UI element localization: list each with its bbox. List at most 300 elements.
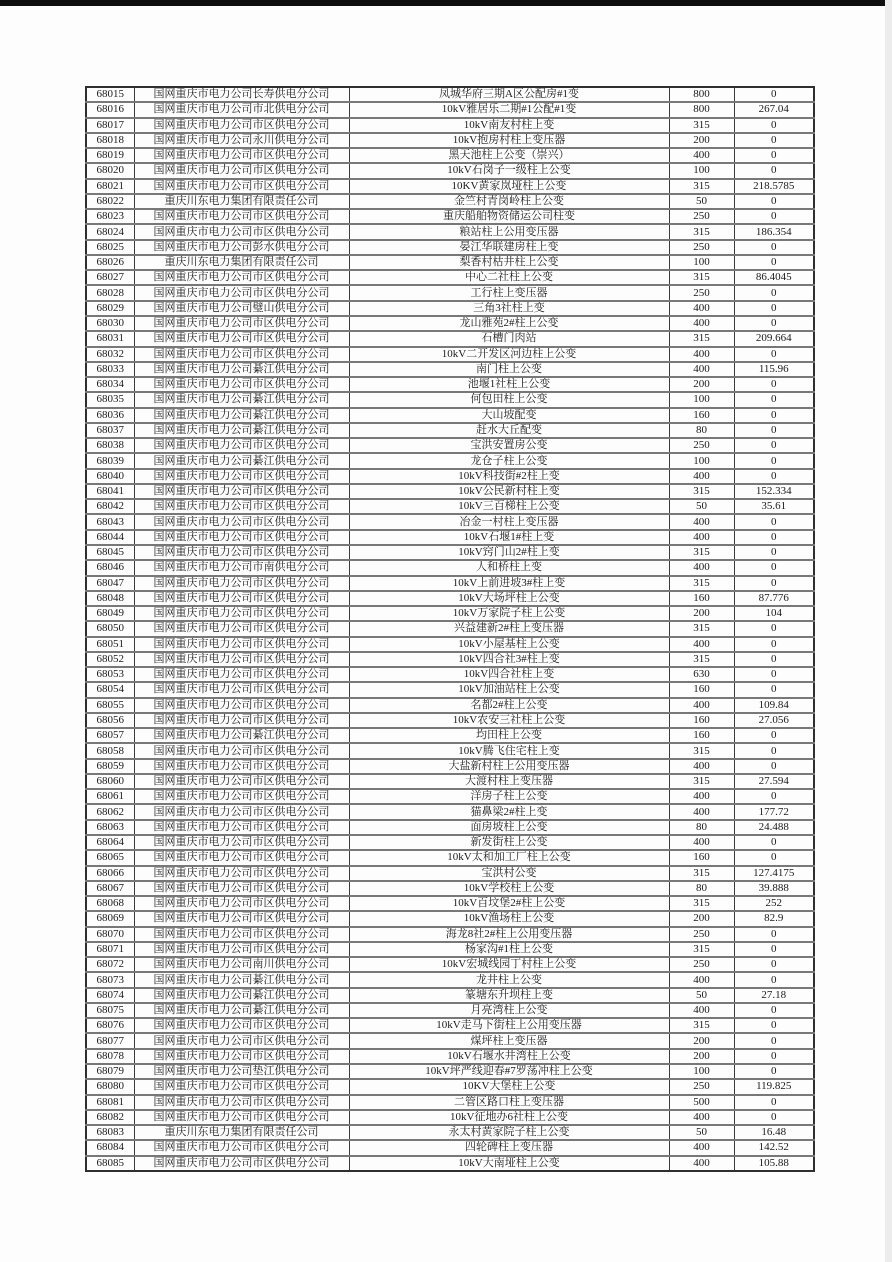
cell-id: 68073 xyxy=(86,972,134,987)
cell-value: 252 xyxy=(734,896,814,911)
cell-device-name: 金竺村青岗岭柱上公变 xyxy=(349,194,669,209)
cell-id: 68041 xyxy=(86,484,134,499)
cell-capacity: 315 xyxy=(669,545,734,560)
cell-value: 0 xyxy=(734,423,814,438)
cell-id: 68030 xyxy=(86,316,134,331)
cell-id: 68025 xyxy=(86,240,134,255)
cell-capacity: 250 xyxy=(669,209,734,224)
cell-value: 0 xyxy=(734,301,814,316)
table-row xyxy=(86,301,814,316)
cell-capacity: 160 xyxy=(669,591,734,606)
cell-capacity: 315 xyxy=(669,743,734,758)
table-row xyxy=(86,1079,814,1094)
cell-id: 68060 xyxy=(86,774,134,789)
cell-capacity: 160 xyxy=(669,408,734,423)
cell-id: 68075 xyxy=(86,1003,134,1018)
cell-device-name: 黑天池柱上公变（崇兴） xyxy=(349,148,669,163)
cell-id: 68053 xyxy=(86,667,134,682)
cell-device-name: 10kV石堰1#柱上变 xyxy=(349,530,669,545)
cell-capacity: 50 xyxy=(669,1125,734,1140)
transformer-table xyxy=(85,86,815,1172)
cell-device-name: 工行柱上变压器 xyxy=(349,285,669,300)
table-row xyxy=(86,1049,814,1064)
cell-capacity: 315 xyxy=(669,774,734,789)
cell-capacity: 315 xyxy=(669,652,734,667)
table-row xyxy=(86,118,814,133)
cell-company: 国网重庆市电力公司市区供电分公司 xyxy=(134,118,349,133)
cell-capacity: 160 xyxy=(669,713,734,728)
cell-company: 国网重庆市电力公司市区供电分公司 xyxy=(134,209,349,224)
cell-id: 68078 xyxy=(86,1049,134,1064)
cell-company: 国网重庆市电力公司市区供电分公司 xyxy=(134,545,349,560)
cell-device-name: 洋房子柱上公变 xyxy=(349,789,669,804)
cell-capacity: 160 xyxy=(669,728,734,743)
cell-company: 国网重庆市电力公司彭水供电分公司 xyxy=(134,240,349,255)
table-row xyxy=(86,1140,814,1155)
cell-id: 68069 xyxy=(86,911,134,926)
cell-id: 68074 xyxy=(86,988,134,1003)
cell-id: 68079 xyxy=(86,1064,134,1079)
table-row xyxy=(86,194,814,209)
cell-device-name: 10kV百坟堡2#柱上公变 xyxy=(349,896,669,911)
cell-capacity: 315 xyxy=(669,866,734,881)
cell-capacity: 400 xyxy=(669,1110,734,1125)
cell-device-name: 何包田柱上公变 xyxy=(349,392,669,407)
cell-id: 68028 xyxy=(86,285,134,300)
cell-value: 0 xyxy=(734,789,814,804)
cell-device-name: 10kV二开发区河边柱上公变 xyxy=(349,347,669,362)
cell-id: 68068 xyxy=(86,896,134,911)
cell-company: 国网重庆市电力公司市区供电分公司 xyxy=(134,652,349,667)
cell-device-name: 月亮湾柱上公变 xyxy=(349,1003,669,1018)
table-row xyxy=(86,637,814,652)
cell-value: 0 xyxy=(734,759,814,774)
table-row xyxy=(86,743,814,758)
cell-value: 105.88 xyxy=(734,1156,814,1171)
cell-device-name: 海龙8社2#柱上公用变压器 xyxy=(349,927,669,942)
cell-device-name: 大渡村柱上变压器 xyxy=(349,774,669,789)
cell-capacity: 250 xyxy=(669,438,734,453)
cell-company: 国网重庆市电力公司市区供电分公司 xyxy=(134,224,349,239)
cell-id: 68082 xyxy=(86,1110,134,1125)
cell-company: 国网重庆市电力公司市南供电分公司 xyxy=(134,560,349,575)
cell-device-name: 大盐新村柱上公用变压器 xyxy=(349,759,669,774)
cell-capacity: 315 xyxy=(669,896,734,911)
table-row xyxy=(86,728,814,743)
cell-value: 0 xyxy=(734,285,814,300)
scan-right-edge-shade xyxy=(885,0,892,1262)
table-row xyxy=(86,270,814,285)
cell-capacity: 315 xyxy=(669,179,734,194)
cell-device-name: 10kV公民新村柱上变 xyxy=(349,484,669,499)
cell-company: 重庆川东电力集团有限责任公司 xyxy=(134,255,349,270)
cell-value: 218.5785 xyxy=(734,179,814,194)
table-row xyxy=(86,576,814,591)
cell-company: 国网重庆市电力公司市区供电分公司 xyxy=(134,789,349,804)
cell-company: 国网重庆市电力公司綦江供电分公司 xyxy=(134,453,349,468)
cell-id: 68084 xyxy=(86,1140,134,1155)
cell-id: 68037 xyxy=(86,423,134,438)
cell-value: 16.48 xyxy=(734,1125,814,1140)
cell-value: 177.72 xyxy=(734,804,814,819)
cell-company: 国网重庆市电力公司市区供电分公司 xyxy=(134,331,349,346)
cell-value: 0 xyxy=(734,1064,814,1079)
cell-value: 0 xyxy=(734,576,814,591)
table-row xyxy=(86,347,814,362)
cell-capacity: 315 xyxy=(669,331,734,346)
cell-value: 267.04 xyxy=(734,102,814,117)
cell-device-name: 新发街柱上公变 xyxy=(349,835,669,850)
cell-value: 0 xyxy=(734,469,814,484)
table-row xyxy=(86,362,814,377)
table-row xyxy=(86,163,814,178)
cell-value: 0 xyxy=(734,118,814,133)
cell-id: 68046 xyxy=(86,560,134,575)
cell-company: 国网重庆市电力公司市区供电分公司 xyxy=(134,774,349,789)
cell-id: 68071 xyxy=(86,942,134,957)
table-row xyxy=(86,499,814,514)
cell-value: 0 xyxy=(734,377,814,392)
cell-value: 0 xyxy=(734,637,814,652)
table-row xyxy=(86,423,814,438)
cell-value: 0 xyxy=(734,545,814,560)
cell-device-name: 10kV万家院子柱上公变 xyxy=(349,606,669,621)
cell-company: 国网重庆市电力公司市区供电分公司 xyxy=(134,1049,349,1064)
cell-device-name: 二管区路口柱上变压器 xyxy=(349,1095,669,1110)
cell-device-name: 凤城华府三期A区公配房#1变 xyxy=(349,87,669,102)
table-row xyxy=(86,988,814,1003)
cell-device-name: 10kV石岗子一级柱上公变 xyxy=(349,163,669,178)
cell-value: 0 xyxy=(734,438,814,453)
cell-id: 68080 xyxy=(86,1079,134,1094)
cell-company: 国网重庆市电力公司市区供电分公司 xyxy=(134,179,349,194)
cell-company: 国网重庆市电力公司市区供电分公司 xyxy=(134,148,349,163)
cell-device-name: 10kV石堰水井湾柱上公变 xyxy=(349,1049,669,1064)
table-row xyxy=(86,789,814,804)
table-row xyxy=(86,774,814,789)
cell-company: 国网重庆市电力公司市区供电分公司 xyxy=(134,316,349,331)
cell-capacity: 50 xyxy=(669,499,734,514)
cell-capacity: 315 xyxy=(669,1018,734,1033)
cell-capacity: 200 xyxy=(669,1033,734,1048)
cell-id: 68065 xyxy=(86,850,134,865)
cell-id: 68039 xyxy=(86,453,134,468)
cell-company: 国网重庆市电力公司市区供电分公司 xyxy=(134,285,349,300)
table-row xyxy=(86,316,814,331)
cell-device-name: 兴益建新2#柱上变压器 xyxy=(349,621,669,636)
cell-device-name: 石槽门肉站 xyxy=(349,331,669,346)
cell-device-name: 宝洪村公变 xyxy=(349,866,669,881)
cell-device-name: 10kV大场坪柱上公变 xyxy=(349,591,669,606)
cell-device-name: 10kV农安三社柱上公变 xyxy=(349,713,669,728)
table-row xyxy=(86,224,814,239)
cell-value: 0 xyxy=(734,972,814,987)
cell-company: 国网重庆市电力公司市北供电分公司 xyxy=(134,102,349,117)
cell-value: 142.52 xyxy=(734,1140,814,1155)
cell-id: 68017 xyxy=(86,118,134,133)
cell-company: 国网重庆市电力公司市区供电分公司 xyxy=(134,1079,349,1094)
table-row xyxy=(86,713,814,728)
cell-capacity: 200 xyxy=(669,606,734,621)
cell-company: 国网重庆市电力公司綦江供电分公司 xyxy=(134,408,349,423)
cell-capacity: 50 xyxy=(669,988,734,1003)
cell-capacity: 250 xyxy=(669,240,734,255)
table-row xyxy=(86,1003,814,1018)
cell-id: 68026 xyxy=(86,255,134,270)
cell-device-name: 煤坪柱上变压器 xyxy=(349,1033,669,1048)
cell-company: 国网重庆市电力公司市区供电分公司 xyxy=(134,637,349,652)
cell-company: 国网重庆市电力公司市区供电分公司 xyxy=(134,347,349,362)
cell-capacity: 100 xyxy=(669,255,734,270)
cell-value: 0 xyxy=(734,1049,814,1064)
cell-capacity: 80 xyxy=(669,881,734,896)
cell-value: 86.4045 xyxy=(734,270,814,285)
cell-id: 68072 xyxy=(86,957,134,972)
table-row xyxy=(86,820,814,835)
cell-capacity: 400 xyxy=(669,759,734,774)
cell-capacity: 315 xyxy=(669,576,734,591)
cell-company: 国网重庆市电力公司市区供电分公司 xyxy=(134,1140,349,1155)
cell-company: 国网重庆市电力公司市区供电分公司 xyxy=(134,576,349,591)
cell-company: 国网重庆市电力公司綦江供电分公司 xyxy=(134,728,349,743)
cell-value: 0 xyxy=(734,1018,814,1033)
cell-value: 0 xyxy=(734,514,814,529)
cell-device-name: 宝洪安置房公变 xyxy=(349,438,669,453)
table-row xyxy=(86,606,814,621)
cell-id: 68077 xyxy=(86,1033,134,1048)
cell-device-name: 猫鼻梁2#柱上变 xyxy=(349,804,669,819)
cell-id: 68070 xyxy=(86,927,134,942)
cell-id: 68083 xyxy=(86,1125,134,1140)
cell-id: 68051 xyxy=(86,637,134,652)
cell-device-name: 10KV大堡柱上公变 xyxy=(349,1079,669,1094)
cell-company: 国网重庆市电力公司綦江供电分公司 xyxy=(134,1003,349,1018)
cell-company: 重庆川东电力集团有限责任公司 xyxy=(134,194,349,209)
table-row xyxy=(86,1156,814,1171)
cell-company: 国网重庆市电力公司市区供电分公司 xyxy=(134,804,349,819)
cell-capacity: 250 xyxy=(669,285,734,300)
cell-device-name: 粮站柱上公用变压器 xyxy=(349,224,669,239)
cell-capacity: 400 xyxy=(669,698,734,713)
cell-id: 68031 xyxy=(86,331,134,346)
cell-capacity: 400 xyxy=(669,148,734,163)
table-row xyxy=(86,927,814,942)
cell-value: 0 xyxy=(734,743,814,758)
cell-company: 国网重庆市电力公司市区供电分公司 xyxy=(134,682,349,697)
cell-id: 68024 xyxy=(86,224,134,239)
cell-device-name: 龙山雅苑2#柱上公变 xyxy=(349,316,669,331)
table-row xyxy=(86,682,814,697)
cell-id: 68033 xyxy=(86,362,134,377)
table-row xyxy=(86,1033,814,1048)
cell-device-name: 10kV腾飞住宅柱上变 xyxy=(349,743,669,758)
cell-id: 68042 xyxy=(86,499,134,514)
cell-value: 0 xyxy=(734,1003,814,1018)
cell-value: 0 xyxy=(734,87,814,102)
cell-capacity: 200 xyxy=(669,1049,734,1064)
cell-id: 68085 xyxy=(86,1156,134,1171)
cell-device-name: 四轮碑柱上变压器 xyxy=(349,1140,669,1155)
cell-company: 国网重庆市电力公司市区供电分公司 xyxy=(134,866,349,881)
cell-value: 186.354 xyxy=(734,224,814,239)
cell-capacity: 400 xyxy=(669,347,734,362)
cell-capacity: 400 xyxy=(669,560,734,575)
cell-capacity: 160 xyxy=(669,850,734,865)
cell-id: 68023 xyxy=(86,209,134,224)
table-row xyxy=(86,621,814,636)
cell-value: 0 xyxy=(734,347,814,362)
cell-capacity: 315 xyxy=(669,621,734,636)
cell-id: 68064 xyxy=(86,835,134,850)
table-row xyxy=(86,331,814,346)
cell-capacity: 400 xyxy=(669,835,734,850)
table-row xyxy=(86,835,814,850)
cell-capacity: 630 xyxy=(669,667,734,682)
cell-device-name: 10kV科技街#2柱上变 xyxy=(349,469,669,484)
cell-capacity: 400 xyxy=(669,301,734,316)
cell-value: 0 xyxy=(734,1033,814,1048)
cell-capacity: 250 xyxy=(669,1079,734,1094)
table-row xyxy=(86,1095,814,1110)
cell-capacity: 400 xyxy=(669,362,734,377)
cell-id: 68040 xyxy=(86,469,134,484)
cell-device-name: 永太村黄家院子柱上公变 xyxy=(349,1125,669,1140)
cell-value: 0 xyxy=(734,392,814,407)
cell-device-name: 篆塘东升坝柱上变 xyxy=(349,988,669,1003)
table-row xyxy=(86,545,814,560)
cell-id: 68081 xyxy=(86,1095,134,1110)
cell-company: 国网重庆市电力公司南川供电分公司 xyxy=(134,957,349,972)
cell-capacity: 100 xyxy=(669,163,734,178)
cell-capacity: 80 xyxy=(669,423,734,438)
table-row xyxy=(86,408,814,423)
cell-value: 0 xyxy=(734,1110,814,1125)
cell-company: 国网重庆市电力公司市区供电分公司 xyxy=(134,377,349,392)
cell-device-name: 10kV宏城线园丁村柱上公变 xyxy=(349,957,669,972)
cell-device-name: 10kV学校柱上公变 xyxy=(349,881,669,896)
cell-device-name: 人和桥柱上变 xyxy=(349,560,669,575)
cell-value: 0 xyxy=(734,1095,814,1110)
table-row xyxy=(86,240,814,255)
cell-value: 82.9 xyxy=(734,911,814,926)
cell-capacity: 160 xyxy=(669,682,734,697)
cell-capacity: 800 xyxy=(669,87,734,102)
table-row xyxy=(86,881,814,896)
cell-id: 68021 xyxy=(86,179,134,194)
cell-id: 68047 xyxy=(86,576,134,591)
cell-device-name: 10kV三百梯柱上公变 xyxy=(349,499,669,514)
transformer-table-body xyxy=(86,87,814,1171)
cell-id: 68058 xyxy=(86,743,134,758)
table-row xyxy=(86,1018,814,1033)
cell-company: 国网重庆市电力公司市区供电分公司 xyxy=(134,820,349,835)
cell-id: 68063 xyxy=(86,820,134,835)
cell-device-name: 10kV加油站柱上公变 xyxy=(349,682,669,697)
table-row xyxy=(86,957,814,972)
cell-value: 0 xyxy=(734,667,814,682)
cell-value: 0 xyxy=(734,621,814,636)
cell-value: 0 xyxy=(734,148,814,163)
cell-company: 国网重庆市电力公司市区供电分公司 xyxy=(134,1095,349,1110)
table-row xyxy=(86,255,814,270)
cell-value: 0 xyxy=(734,652,814,667)
table-row xyxy=(86,377,814,392)
cell-company: 国网重庆市电力公司綦江供电分公司 xyxy=(134,392,349,407)
cell-company: 国网重庆市电力公司市区供电分公司 xyxy=(134,942,349,957)
cell-company: 国网重庆市电力公司市区供电分公司 xyxy=(134,896,349,911)
cell-device-name: 南门柱上公变 xyxy=(349,362,669,377)
scan-top-bar xyxy=(0,0,892,6)
cell-value: 0 xyxy=(734,927,814,942)
table-row xyxy=(86,285,814,300)
table-row xyxy=(86,453,814,468)
cell-capacity: 800 xyxy=(669,102,734,117)
cell-capacity: 400 xyxy=(669,789,734,804)
cell-company: 国网重庆市电力公司市区供电分公司 xyxy=(134,835,349,850)
cell-capacity: 200 xyxy=(669,133,734,148)
table-row xyxy=(86,148,814,163)
cell-company: 国网重庆市电力公司市区供电分公司 xyxy=(134,499,349,514)
cell-device-name: 10kV大南垭柱上公变 xyxy=(349,1156,669,1171)
table-row xyxy=(86,1064,814,1079)
cell-value: 0 xyxy=(734,530,814,545)
table-row xyxy=(86,133,814,148)
cell-value: 104 xyxy=(734,606,814,621)
cell-capacity: 400 xyxy=(669,1003,734,1018)
cell-capacity: 400 xyxy=(669,804,734,819)
cell-capacity: 100 xyxy=(669,453,734,468)
cell-device-name: 名都2#柱上公变 xyxy=(349,698,669,713)
cell-device-name: 龙井柱上公变 xyxy=(349,972,669,987)
cell-company: 国网重庆市电力公司市区供电分公司 xyxy=(134,530,349,545)
table-row xyxy=(86,179,814,194)
cell-id: 68048 xyxy=(86,591,134,606)
table-row xyxy=(86,972,814,987)
cell-value: 0 xyxy=(734,682,814,697)
cell-device-name: 杨家沟#1柱上公变 xyxy=(349,942,669,957)
cell-value: 0 xyxy=(734,942,814,957)
cell-value: 27.594 xyxy=(734,774,814,789)
cell-device-name: 10kV征地办6社柱上公变 xyxy=(349,1110,669,1125)
cell-company: 重庆川东电力集团有限责任公司 xyxy=(134,1125,349,1140)
cell-company: 国网重庆市电力公司市区供电分公司 xyxy=(134,621,349,636)
cell-value: 24.488 xyxy=(734,820,814,835)
cell-id: 68056 xyxy=(86,713,134,728)
cell-company: 国网重庆市电力公司綦江供电分公司 xyxy=(134,362,349,377)
table-row xyxy=(86,942,814,957)
cell-device-name: 冶金一村柱上变压器 xyxy=(349,514,669,529)
cell-value: 0 xyxy=(734,835,814,850)
cell-company: 国网重庆市电力公司市区供电分公司 xyxy=(134,743,349,758)
cell-company: 国网重庆市电力公司市区供电分公司 xyxy=(134,163,349,178)
cell-capacity: 500 xyxy=(669,1095,734,1110)
cell-device-name: 10kV抱房村柱上变压器 xyxy=(349,133,669,148)
cell-value: 115.96 xyxy=(734,362,814,377)
cell-capacity: 400 xyxy=(669,316,734,331)
cell-id: 68049 xyxy=(86,606,134,621)
table-row xyxy=(86,866,814,881)
table-row xyxy=(86,530,814,545)
cell-value: 0 xyxy=(734,957,814,972)
cell-capacity: 315 xyxy=(669,224,734,239)
table-row xyxy=(86,804,814,819)
cell-capacity: 80 xyxy=(669,820,734,835)
cell-capacity: 50 xyxy=(669,194,734,209)
cell-value: 119.825 xyxy=(734,1079,814,1094)
cell-device-name: 10kV走马下街柱上公用变压器 xyxy=(349,1018,669,1033)
cell-capacity: 315 xyxy=(669,118,734,133)
cell-company: 国网重庆市电力公司市区供电分公司 xyxy=(134,850,349,865)
